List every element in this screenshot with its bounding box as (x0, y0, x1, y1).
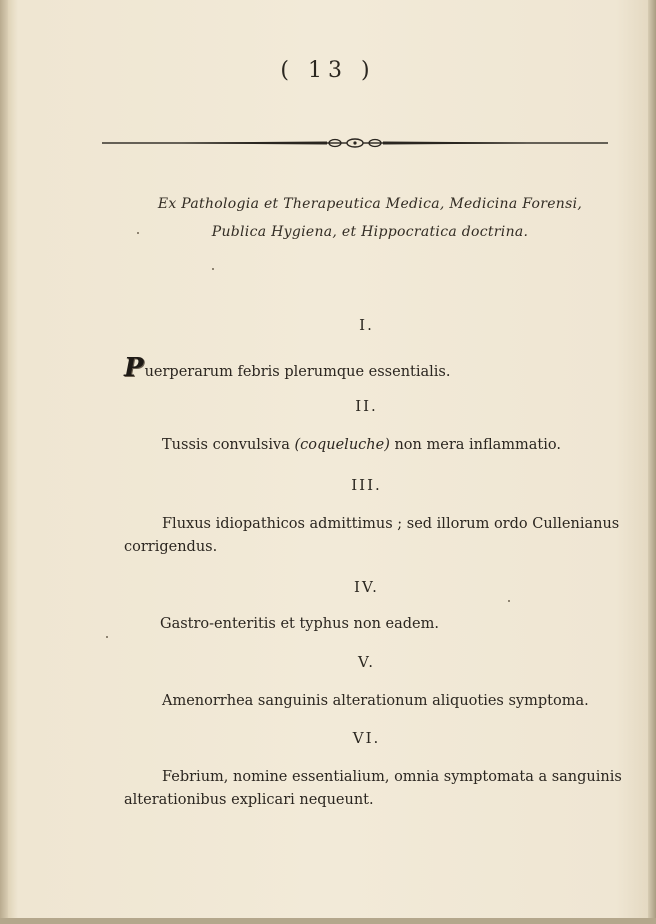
page-right-edge (648, 0, 656, 924)
thesis-numeral-4: IV. (354, 578, 379, 596)
thesis-text-5: Amenorrhea sanguinis alterationum aliquoties symptoma. (162, 693, 589, 709)
thesis-2-part-1: Tussis convulsiva (162, 437, 295, 453)
page-bottom-edge (0, 918, 656, 924)
thesis-numeral-3: III. (351, 476, 382, 494)
page-left-edge (0, 0, 8, 924)
thesis-1-body: uerperarum febris plerumque essentialis. (144, 364, 451, 380)
thesis-numeral-5: V. (358, 653, 375, 671)
thesis-2-italic: (coqueluche) (294, 437, 390, 453)
thesis-text-3: Fluxus idiopathicos admittimus ; sed illorum ordo Cullenianus corrigendus. (124, 516, 620, 555)
thesis-numeral-1: I. (359, 316, 374, 334)
paper-speck (212, 268, 214, 270)
thesis-text-2 (162, 434, 632, 457)
thesis-numeral-2: II. (355, 397, 378, 415)
ornamental-rule (102, 138, 608, 148)
paper-speck (106, 636, 108, 638)
thesis-text-4: Gastro-enteritis et typhus non eadem. (160, 616, 439, 632)
thesis-text-6: Febrium, nomine essentialium, omnia symptomata a sanguinis alterationibus explicari nequeunt. (124, 769, 622, 808)
paper-speck (137, 232, 139, 234)
section-heading-line-1: Ex Pathologia et Therapeutica Medica, Medicina Forensi, (157, 196, 583, 212)
page-number: ( 13 ) (280, 58, 376, 83)
paper-speck (508, 600, 510, 602)
thesis-2-part-2: non mera inflammatio. (389, 437, 561, 453)
dropcap-letter: P (124, 353, 144, 383)
thesis-numeral-6: VI. (352, 729, 381, 747)
thesis-text-1 (124, 353, 624, 384)
section-heading-line-2: Publica Hygiena, et Hippocratica doctrina. (211, 224, 529, 240)
